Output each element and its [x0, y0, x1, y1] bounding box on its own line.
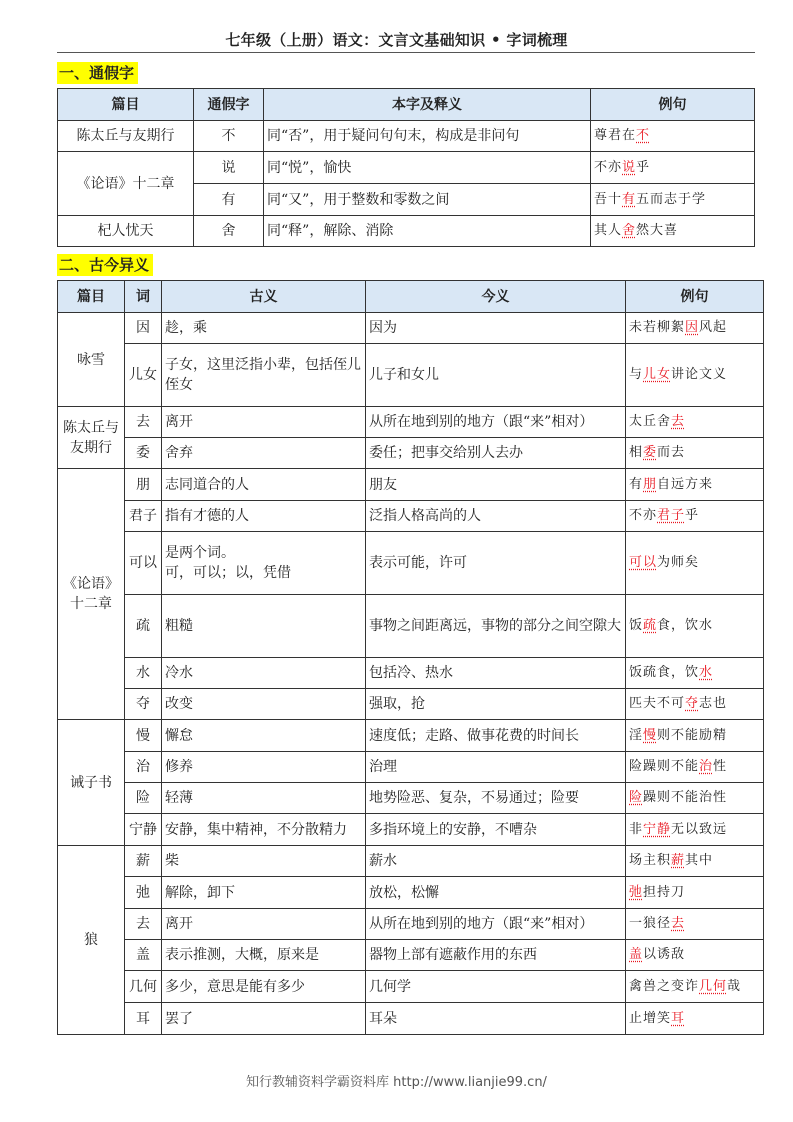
header-liju: 例句: [626, 281, 764, 313]
ci-cell: 夺: [125, 689, 162, 720]
guyi-cell: 修养: [162, 752, 366, 783]
liju-cell: 未若柳絮因风起: [626, 313, 764, 344]
guyi-cell: 冷水: [162, 658, 366, 689]
pianmu-cell: 狼: [58, 846, 125, 1035]
ci-cell: 委: [125, 438, 162, 469]
liju-cell: 与儿女讲论文义: [626, 344, 764, 407]
table-row: [58, 313, 764, 344]
guyi-cell: 指有才德的人: [162, 501, 366, 532]
ci-cell: 去: [125, 909, 162, 940]
ci-cell: 治: [125, 752, 162, 783]
ci-cell: 君子: [125, 501, 162, 532]
table-row: [58, 689, 764, 720]
ci-cell: 因: [125, 313, 162, 344]
header-tongjiazi: 通假字: [194, 89, 264, 121]
guyi-cell: 舍弃: [162, 438, 366, 469]
table-row: [58, 344, 764, 407]
guyi-cell: 离开: [162, 407, 366, 438]
section-heading-tongjiazi: 一、通假字: [57, 62, 138, 84]
guyi-cell: 懈怠: [162, 720, 366, 752]
liju-cell: 弛担持刀: [626, 877, 764, 909]
ci-cell: 险: [125, 783, 162, 814]
highlight-word: 夺: [685, 696, 700, 711]
liju-cell: 止增笑耳: [626, 1003, 764, 1035]
guyi-cell: 志同道合的人: [162, 469, 366, 501]
liju-cell: 太丘舍去: [626, 407, 764, 438]
jinyi-cell: 薪水: [366, 846, 626, 877]
liju-cell: 可以为师矣: [626, 532, 764, 595]
pianmu-cell: 《论语》十二章: [58, 152, 194, 216]
guyi-cell: 多少，意思是能有多少: [162, 971, 366, 1003]
guyi-cell: 粗糙: [162, 595, 366, 658]
jinyi-cell: 放松，松懈: [366, 877, 626, 909]
guyi-cell: 罢了: [162, 1003, 366, 1035]
table-row: [58, 720, 764, 752]
liju-cell: 险躁则不能治性: [626, 783, 764, 814]
guyi-cell: 安静，集中精神，不分散精力: [162, 814, 366, 846]
pianmu-cell: 咏雪: [58, 313, 125, 407]
pianmu-cell: 陈太丘与友期行: [58, 407, 125, 469]
shiyi-cell: 同“又”，用于整数和零数之间: [264, 184, 591, 216]
guyi-cell: 轻薄: [162, 783, 366, 814]
shiyi-cell: 同“悦”，愉快: [264, 152, 591, 184]
jinyi-cell: 耳朵: [366, 1003, 626, 1035]
guyi-line: 是两个词。: [165, 545, 235, 561]
guyi-cell: 趁，乘: [162, 313, 366, 344]
guyi-cell: 离开: [162, 909, 366, 940]
pianmu-cell: 《论语》十二章: [58, 469, 125, 720]
ci-cell: 盖: [125, 940, 162, 971]
liju-cell: 淫慢则不能励精: [626, 720, 764, 752]
jinyi-cell: 几何学: [366, 971, 626, 1003]
guyi-cell: 解除，卸下: [162, 877, 366, 909]
highlight-word: 去: [671, 916, 686, 931]
guyi-cell: 柴: [162, 846, 366, 877]
ci-cell: 弛: [125, 877, 162, 909]
guyi-line: 可，可以；以，凭借: [165, 565, 291, 581]
jinyi-cell: 从所在地到别的地方（跟“来”相对）: [366, 909, 626, 940]
header-pianmu: 篇目: [58, 281, 125, 313]
table-row: [58, 783, 764, 814]
table-row: [58, 532, 764, 595]
zi-cell: 不: [194, 121, 264, 152]
highlight-word: 不: [636, 128, 651, 143]
highlight-word: 盖: [629, 947, 644, 962]
page-title: 七年级（上册）语文：文言文基础知识 • 字词梳理: [225, 31, 568, 49]
liju-cell: 非宁静无以致远: [626, 814, 764, 846]
highlight-word: 有: [622, 191, 637, 207]
jinyi-cell: 速度低；走路、做事花费的时间长: [366, 720, 626, 752]
table-row: [58, 814, 764, 846]
table-row: [58, 877, 764, 909]
liju-cell: 盖以诱敌: [626, 940, 764, 971]
table-row: [58, 595, 764, 658]
gujinyiyi-table: [57, 280, 764, 1035]
jinyi-cell: 表示可能，许可: [366, 532, 626, 595]
section-heading-gujinyiyi: 二、古今异义: [57, 254, 153, 276]
zi-cell: 舍: [194, 216, 264, 247]
jinyi-cell: 器物上部有遮蔽作用的东西: [366, 940, 626, 971]
table-row: [58, 216, 755, 247]
zi-cell: 说: [194, 152, 264, 184]
liju-cell: 禽兽之变诈几何哉: [626, 971, 764, 1003]
pianmu-cell: 诫子书: [58, 720, 125, 846]
highlight-word: 宁静: [643, 821, 672, 837]
ci-cell: 宁静: [125, 814, 162, 846]
table-row: [58, 438, 764, 469]
table-row: [58, 121, 755, 152]
header-benzi: 本字及释义: [264, 89, 591, 121]
ci-cell: 儿女: [125, 344, 162, 407]
highlight-word: 薪: [671, 853, 686, 868]
table-row: [58, 846, 764, 877]
liju-cell: 尊君在不: [591, 121, 755, 152]
highlight-word: 几何: [699, 978, 728, 994]
highlight-word: 君子: [657, 508, 686, 523]
highlight-word: 说: [622, 159, 637, 175]
liju-cell: 其人舍然大喜: [591, 216, 755, 247]
table-row: [58, 501, 764, 532]
jinyi-cell: 地势险恶、复杂，不易通过；险要: [366, 783, 626, 814]
highlight-word: 委: [643, 445, 658, 460]
highlight-word: 可以: [629, 555, 658, 570]
zi-cell: 有: [194, 184, 264, 216]
table-row: [58, 469, 764, 501]
guyi-cell: 改变: [162, 689, 366, 720]
jinyi-cell: 事物之间距离远，事物的部分之间空隙大: [366, 595, 626, 658]
highlight-word: 因: [685, 320, 700, 335]
ci-cell: 薪: [125, 846, 162, 877]
table-header-row: [58, 281, 764, 313]
jinyi-cell: 多指环境上的安静，不嘈杂: [366, 814, 626, 846]
liju-cell: 一狼径去: [626, 909, 764, 940]
table-row: [58, 152, 755, 184]
jinyi-cell: 从所在地到别的地方（跟“来”相对）: [366, 407, 626, 438]
highlight-word: 朋: [643, 476, 658, 492]
title-rule: [57, 52, 755, 53]
header-pianmu: 篇目: [58, 89, 194, 121]
table-row: [58, 658, 764, 689]
jinyi-cell: 朋友: [366, 469, 626, 501]
ci-cell: 去: [125, 407, 162, 438]
table-row: [58, 971, 764, 1003]
liju-cell: 相委而去: [626, 438, 764, 469]
guyi-cell: 表示推测，大概，原来是: [162, 940, 366, 971]
pianmu-cell: 陈太丘与友期行: [58, 121, 194, 152]
ci-cell: 几何: [125, 971, 162, 1003]
liju-cell: 险躁则不能治性: [626, 752, 764, 783]
ci-cell: 疏: [125, 595, 162, 658]
header-liju: 例句: [591, 89, 755, 121]
liju-cell: 饭疏食，饮水: [626, 658, 764, 689]
highlight-word: 治: [699, 759, 714, 774]
highlight-word: 耳: [671, 1010, 686, 1026]
highlight-word: 险: [629, 790, 644, 805]
table-row: [58, 1003, 764, 1035]
liju-cell: 匹夫不可夺志也: [626, 689, 764, 720]
header-ci: 词: [125, 281, 162, 313]
guyi-cell: 子女，这里泛指小辈，包括侄儿侄女: [162, 344, 366, 407]
highlight-word: 舍: [622, 223, 637, 238]
highlight-word: 弛: [629, 884, 644, 900]
pianmu-cell: 杞人忧天: [58, 216, 194, 247]
highlight-word: 慢: [643, 727, 658, 743]
liju-cell: 吾十有五而志于学: [591, 184, 755, 216]
jinyi-cell: 泛指人格高尚的人: [366, 501, 626, 532]
table-row: [58, 909, 764, 940]
liju-cell: 不亦说乎: [591, 152, 755, 184]
ci-cell: 朋: [125, 469, 162, 501]
liju-cell: 不亦君子乎: [626, 501, 764, 532]
highlight-word: 去: [671, 414, 686, 429]
tongjiazi-table: [57, 88, 755, 247]
table-row: [58, 752, 764, 783]
jinyi-cell: 强取，抢: [366, 689, 626, 720]
shiyi-cell: 同“否”，用于疑问句句末，构成是非问句: [264, 121, 591, 152]
footer-watermark: 知行教辅资料学霸资料库 http://www.lianjie99.cn/: [246, 1075, 547, 1090]
highlight-word: 儿女: [643, 367, 672, 382]
table-header-row: [58, 89, 755, 121]
table-row: [58, 940, 764, 971]
jinyi-cell: 包括冷、热水: [366, 658, 626, 689]
shiyi-cell: 同“释”，解除、消除: [264, 216, 591, 247]
ci-cell: 耳: [125, 1003, 162, 1035]
table-row: [58, 407, 764, 438]
highlight-word: 水: [699, 665, 714, 680]
liju-cell: 有朋自远方来: [626, 469, 764, 501]
jinyi-cell: 委任；把事交给别人去办: [366, 438, 626, 469]
liju-cell: 饭疏食，饮水: [626, 595, 764, 658]
guyi-cell: [162, 532, 366, 595]
highlight-word: 疏: [643, 618, 658, 633]
jinyi-cell: 因为: [366, 313, 626, 344]
liju-cell: 场主积薪其中: [626, 846, 764, 877]
ci-cell: 水: [125, 658, 162, 689]
header-guyi: 古义: [162, 281, 366, 313]
ci-cell: 慢: [125, 720, 162, 752]
jinyi-cell: 儿子和女儿: [366, 344, 626, 407]
ci-cell: 可以: [125, 532, 162, 595]
header-jinyi: 今义: [366, 281, 626, 313]
jinyi-cell: 治理: [366, 752, 626, 783]
